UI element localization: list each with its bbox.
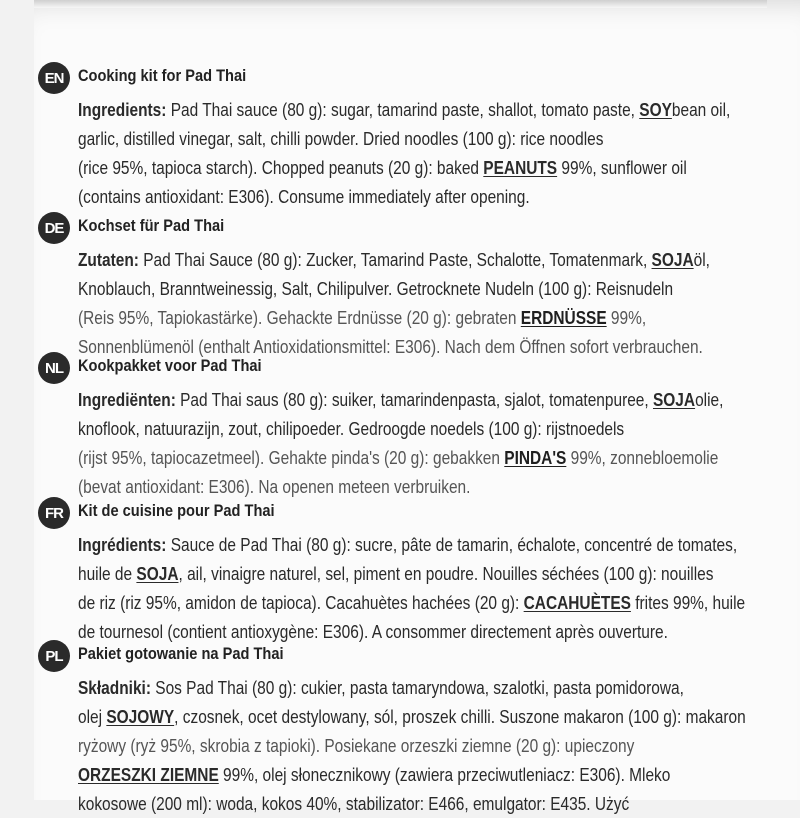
ingredients-label: Składniki: <box>78 677 151 698</box>
section-title-pl: Pakiet gotowanie na Pad Thai <box>78 644 284 663</box>
allergen-soy: SOY <box>639 99 672 120</box>
allergen-soy: SOJA <box>651 249 694 270</box>
language-badge-nl: NL <box>38 352 70 384</box>
ingredients-label: Ingrediënten: <box>78 389 176 410</box>
ingredients-label: Ingrédients: <box>78 534 167 555</box>
language-badge-fr: FR <box>38 497 70 529</box>
section-title-fr: Kit de cuisine pour Pad Thai <box>78 501 275 520</box>
allergen-peanuts: ORZESZKI ZIEMNE <box>78 764 219 785</box>
ingredients-label: Ingredients: <box>78 99 167 120</box>
ingredients-label: Zutaten: <box>78 249 139 270</box>
section-text-fr: Ingrédients: Sauce de Pad Thai (80 g): sucre, pâte de tamarin, échalote, concentré de tomates, huile de SOJA, ail, vinaigre naturel, sel, piment en poudre. Nouilles séchées (100 g): nouilles de riz (riz 95%, amidon de tapioca). Cacahuètes hachées (20 g): CACAHUÈTES frites 99%, huile de tournesol (contient antioxygène: E306). A consommer directement après ouverture. <box>78 534 746 642</box>
section-text-de: Zutaten: Pad Thai Sauce (80 g): Zucker, Tamarind Paste, Schalotte, Tomatenmark, SOJAöl, Knoblauch, Branntweinessig, Salt, Chilipulver. Getrocknete Nudeln (100 g): Reisnudeln (Reis 95%, Tapiokastärke). Gehackte Erdnüsse (20 g): gebraten ERDNÜSSE 99%, Sonnenblümenöl (enthalt Antioxidationsmittel: E306). Nach dem Öffnen sofort verbrauchen. <box>78 249 710 357</box>
label-top-edge <box>34 0 767 8</box>
allergen-soy: SOJA <box>652 389 696 410</box>
allergen-peanuts: CACAHUÈTES <box>523 592 631 613</box>
section-title-en: Cooking kit for Pad Thai <box>78 66 247 85</box>
language-badge-pl: PL <box>38 640 70 672</box>
allergen-peanuts: PINDA'S <box>504 447 567 468</box>
section-title-de: Kochset für Pad Thai <box>78 216 225 235</box>
allergen-peanuts: PEANUTS <box>483 157 558 178</box>
allergen-peanuts: ERDNÜSSE <box>520 307 607 328</box>
section-text-pl: Składniki: Sos Pad Thai (80 g): cukier, pasta tamaryndowa, szalotki, pasta pomidorowa, olej SOJOWY, czosnek, ocet destylowany, sól, proszek chilli. Suszone makaron (100 g): makaron ryżowy (ryż 95%, skrobia z tapioki). Posiekane orzeszki ziemne (20 g): upieczony ORZESZKI ZIEMNE 99%, olej słonecznikowy (zawiera przeciwutleniacz: E306). Mleko kokosowe (200 ml): woda, kokos 40%, stabilizator: E466, emulgator: E435. Użyć <box>78 677 746 814</box>
allergen-soy: SOJOWY <box>106 706 175 727</box>
allergen-soy: SOJA <box>136 563 179 584</box>
section-text-en: Ingredients: Pad Thai sauce (80 g): sugar, tamarind paste, shallot, tomato paste, SOYbean oil, garlic, distilled vinegar, salt, chilli powder. Dried noodles (100 g): rice noodles (rice 95%, tapioca starch). Chopped peanuts (20 g): baked PEANUTS 99%, sunflower oil (contains antioxidant: E306). Consume immediately after opening. <box>78 99 731 207</box>
section-text-nl: Ingrediënten: Pad Thai saus (80 g): suiker, tamarindenpasta, sjalot, tomatenpuree, SOJAolie, knoflook, natuurazijn, zout, chilipoeder. Gedroogde noedels (100 g): rijstnoedels (rijst 95%, tapiocazetmeel). Gehakte pinda's (20 g): gebakken PINDA'S 99%, zonnebloemolie (bevat antioxidant: E306). Na openen meteen verbruiken. <box>78 389 724 497</box>
language-badge-de: DE <box>38 212 70 244</box>
section-title-nl: Kookpakket voor Pad Thai <box>78 356 262 375</box>
language-badge-en: EN <box>38 62 70 94</box>
